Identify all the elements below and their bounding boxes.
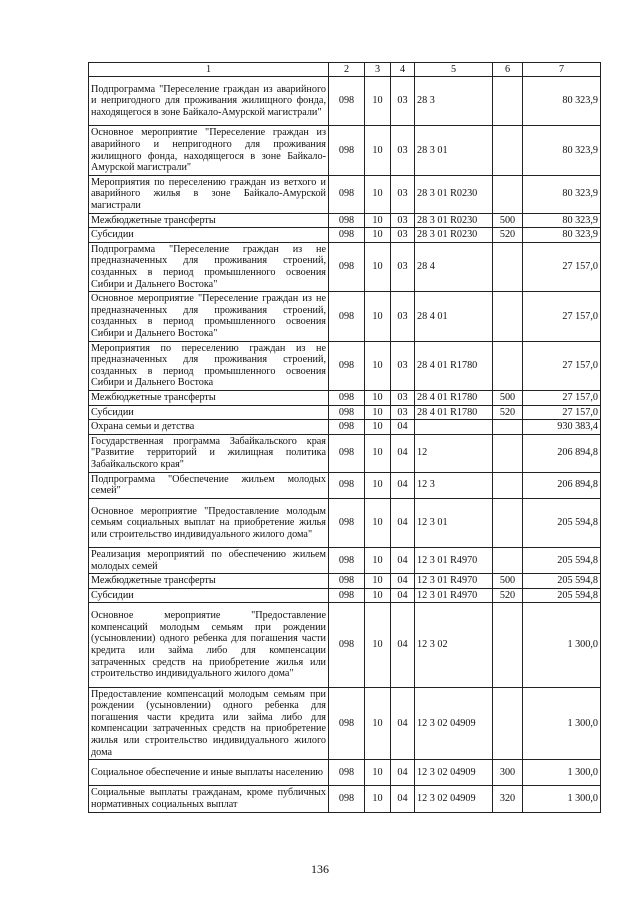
row-vr: 520 [493, 405, 523, 420]
row-rz: 10 [365, 77, 391, 126]
row-csr: 28 3 01 [415, 126, 493, 175]
row-name: Основное мероприятие "Предоставление компенсаций молодым семьям при рождении (усыновлении) одного ребенка для погашения части кредита или займа либо для компенсации затраченных средств на приобретение жилья или строительство индивидуального жилого дома" [89, 603, 329, 687]
row-sum: 80 323,9 [523, 213, 601, 228]
header-col-6: 6 [493, 63, 523, 77]
row-sum: 27 157,0 [523, 242, 601, 291]
row-csr: 12 3 02 [415, 603, 493, 687]
row-gr: 098 [329, 420, 365, 435]
row-rz: 10 [365, 498, 391, 547]
row-name: Субсидии [89, 588, 329, 603]
header-col-5: 5 [415, 63, 493, 77]
row-name: Субсидии [89, 405, 329, 420]
row-rz: 10 [365, 548, 391, 574]
row-rz: 10 [365, 786, 391, 812]
row-name: Основное мероприятие "Переселение граждан из аварийного и непригодного для проживания жилищного фонда, находящегося в зоне Байкало-Амурской магистрали" [89, 126, 329, 175]
row-pr: 04 [391, 574, 415, 589]
row-name: Межбюджетные трансферты [89, 213, 329, 228]
row-rz: 10 [365, 242, 391, 291]
row-name: Мероприятия по переселению граждан из не предназначенных для проживания строений, созданных в период промышленного освоения Сибири и Дальнего Востока [89, 341, 329, 390]
table-row [89, 292, 601, 341]
row-gr: 098 [329, 687, 365, 760]
row-vr: 500 [493, 390, 523, 405]
row-gr: 098 [329, 498, 365, 547]
row-name: Субсидии [89, 228, 329, 243]
row-sum: 930 383,4 [523, 420, 601, 435]
table-row [89, 498, 601, 547]
header-col-4: 4 [391, 63, 415, 77]
row-rz: 10 [365, 405, 391, 420]
row-rz: 10 [365, 228, 391, 243]
row-csr: 12 3 [415, 472, 493, 498]
row-rz: 10 [365, 420, 391, 435]
row-gr: 098 [329, 175, 365, 213]
row-gr: 098 [329, 242, 365, 291]
row-name: Социальные выплаты гражданам, кроме публичных нормативных социальных выплат [89, 786, 329, 812]
row-pr: 04 [391, 760, 415, 786]
row-csr: 12 [415, 434, 493, 472]
row-gr: 098 [329, 390, 365, 405]
row-csr: 12 3 02 04909 [415, 687, 493, 760]
table-row [89, 77, 601, 126]
row-csr: 28 3 [415, 77, 493, 126]
row-gr: 098 [329, 786, 365, 812]
row-rz: 10 [365, 175, 391, 213]
row-name: Реализация мероприятий по обеспечению жильем молодых семей [89, 548, 329, 574]
table-row [89, 434, 601, 472]
header-col-3: 3 [365, 63, 391, 77]
row-pr: 04 [391, 498, 415, 547]
row-vr [493, 434, 523, 472]
row-sum: 205 594,8 [523, 498, 601, 547]
row-sum: 80 323,9 [523, 175, 601, 213]
row-name: Предоставление компенсаций молодым семьям при рождении (усыновлении) одного ребенка для погашения части кредита или займа либо для компенсации затраченных средств на приобретение жилья или строительство индивидуального жилого дома [89, 687, 329, 760]
row-pr: 04 [391, 420, 415, 435]
row-vr [493, 548, 523, 574]
row-pr: 03 [391, 390, 415, 405]
row-sum: 1 300,0 [523, 687, 601, 760]
table-row [89, 341, 601, 390]
row-name: Подпрограмма "Обеспечение жильем молодых семей" [89, 472, 329, 498]
row-vr [493, 420, 523, 435]
row-sum: 205 594,8 [523, 574, 601, 589]
table-row [89, 472, 601, 498]
row-csr: 12 3 02 04909 [415, 760, 493, 786]
table-row [89, 603, 601, 687]
row-csr: 28 3 01 R0230 [415, 228, 493, 243]
row-pr: 03 [391, 126, 415, 175]
table-row [89, 390, 601, 405]
row-sum: 80 323,9 [523, 228, 601, 243]
row-name: Социальное обеспечение и иные выплаты населению [89, 760, 329, 786]
header-col-7: 7 [523, 63, 601, 77]
row-sum: 1 300,0 [523, 603, 601, 687]
row-csr: 28 4 01 [415, 292, 493, 341]
row-gr: 098 [329, 292, 365, 341]
row-name: Охрана семьи и детства [89, 420, 329, 435]
row-rz: 10 [365, 126, 391, 175]
row-name: Межбюджетные трансферты [89, 574, 329, 589]
row-gr: 098 [329, 574, 365, 589]
page-number: 136 [311, 862, 329, 876]
row-pr: 03 [391, 242, 415, 291]
row-rz: 10 [365, 213, 391, 228]
row-vr [493, 242, 523, 291]
row-sum: 80 323,9 [523, 77, 601, 126]
row-vr [493, 292, 523, 341]
row-sum: 1 300,0 [523, 760, 601, 786]
row-name: Мероприятия по переселению граждан из ветхого и аварийного жилья в зоне Байкало-Амурской магистрали [89, 175, 329, 213]
row-csr: 28 4 01 R1780 [415, 341, 493, 390]
row-csr: 28 4 01 R1780 [415, 405, 493, 420]
row-vr [493, 603, 523, 687]
row-gr: 098 [329, 405, 365, 420]
row-vr: 500 [493, 574, 523, 589]
row-csr: 28 4 01 R1780 [415, 390, 493, 405]
table-body [89, 77, 601, 813]
row-csr: 12 3 02 04909 [415, 786, 493, 812]
row-vr: 520 [493, 588, 523, 603]
table-row [89, 786, 601, 812]
row-csr: 12 3 01 R4970 [415, 548, 493, 574]
row-name: Государственная программа Забайкальского края "Развитие территорий и жилищная политика Забайкальского края" [89, 434, 329, 472]
row-name: Межбюджетные трансферты [89, 390, 329, 405]
row-rz: 10 [365, 574, 391, 589]
row-sum: 1 300,0 [523, 786, 601, 812]
row-pr: 03 [391, 77, 415, 126]
row-gr: 098 [329, 760, 365, 786]
row-csr: 12 3 01 [415, 498, 493, 547]
row-vr [493, 126, 523, 175]
row-vr [493, 472, 523, 498]
row-csr: 12 3 01 R4970 [415, 574, 493, 589]
table-row [89, 405, 601, 420]
row-sum: 206 894,8 [523, 434, 601, 472]
row-vr [493, 175, 523, 213]
row-pr: 03 [391, 228, 415, 243]
row-rz: 10 [365, 341, 391, 390]
row-rz: 10 [365, 390, 391, 405]
row-pr: 03 [391, 341, 415, 390]
row-rz: 10 [365, 434, 391, 472]
table-row [89, 588, 601, 603]
table-row [89, 175, 601, 213]
table-row [89, 420, 601, 435]
table-row [89, 574, 601, 589]
row-name: Подпрограмма "Переселение граждан из аварийного и непригодного для проживания жилищного фонда, находящегося в зоне Байкало-Амурской магистрали" [89, 77, 329, 126]
row-gr: 098 [329, 228, 365, 243]
row-gr: 098 [329, 603, 365, 687]
row-vr: 300 [493, 760, 523, 786]
table-row [89, 228, 601, 243]
row-vr [493, 687, 523, 760]
row-sum: 27 157,0 [523, 405, 601, 420]
row-pr: 04 [391, 472, 415, 498]
row-gr: 098 [329, 434, 365, 472]
row-gr: 098 [329, 77, 365, 126]
table-row [89, 548, 601, 574]
row-vr [493, 341, 523, 390]
row-pr: 03 [391, 292, 415, 341]
row-name: Подпрограмма "Переселение граждан из не предназначенных для проживания строений, созданных в период промышленного освоения Сибири и Дальнего Востока" [89, 242, 329, 291]
row-rz: 10 [365, 292, 391, 341]
row-vr: 320 [493, 786, 523, 812]
row-sum: 205 594,8 [523, 588, 601, 603]
row-pr: 04 [391, 588, 415, 603]
row-name: Основное мероприятие "Переселение граждан из не предназначенных для проживания строений, созданных в период промышленного освоения Сибири и Дальнего Востока" [89, 292, 329, 341]
row-csr [415, 420, 493, 435]
row-gr: 098 [329, 588, 365, 603]
header-col-1: 1 [89, 63, 329, 77]
row-pr: 03 [391, 213, 415, 228]
row-rz: 10 [365, 603, 391, 687]
row-gr: 098 [329, 213, 365, 228]
row-pr: 04 [391, 603, 415, 687]
table-row [89, 213, 601, 228]
table-row [89, 126, 601, 175]
row-vr [493, 77, 523, 126]
header-row [89, 63, 601, 77]
table-row [89, 242, 601, 291]
table-row [89, 760, 601, 786]
row-vr: 520 [493, 228, 523, 243]
row-csr: 28 3 01 R0230 [415, 213, 493, 228]
table-row [89, 687, 601, 760]
row-rz: 10 [365, 687, 391, 760]
row-sum: 27 157,0 [523, 292, 601, 341]
row-gr: 098 [329, 472, 365, 498]
row-pr: 04 [391, 548, 415, 574]
row-gr: 098 [329, 341, 365, 390]
row-vr: 500 [493, 213, 523, 228]
row-pr: 04 [391, 687, 415, 760]
row-pr: 04 [391, 434, 415, 472]
row-name: Основное мероприятие "Предоставление молодым семьям социальных выплат на приобретение жилья или строительство индивидуального жилого дома" [89, 498, 329, 547]
row-sum: 27 157,0 [523, 390, 601, 405]
row-pr: 04 [391, 786, 415, 812]
row-gr: 098 [329, 548, 365, 574]
row-csr: 28 3 01 R0230 [415, 175, 493, 213]
header-col-2: 2 [329, 63, 365, 77]
row-pr: 03 [391, 405, 415, 420]
row-pr: 03 [391, 175, 415, 213]
row-sum: 27 157,0 [523, 341, 601, 390]
row-rz: 10 [365, 472, 391, 498]
row-csr: 28 4 [415, 242, 493, 291]
row-sum: 80 323,9 [523, 126, 601, 175]
row-sum: 206 894,8 [523, 472, 601, 498]
row-rz: 10 [365, 588, 391, 603]
budget-table [88, 62, 601, 813]
row-vr [493, 498, 523, 547]
row-rz: 10 [365, 760, 391, 786]
row-gr: 098 [329, 126, 365, 175]
row-sum: 205 594,8 [523, 548, 601, 574]
row-csr: 12 3 01 R4970 [415, 588, 493, 603]
